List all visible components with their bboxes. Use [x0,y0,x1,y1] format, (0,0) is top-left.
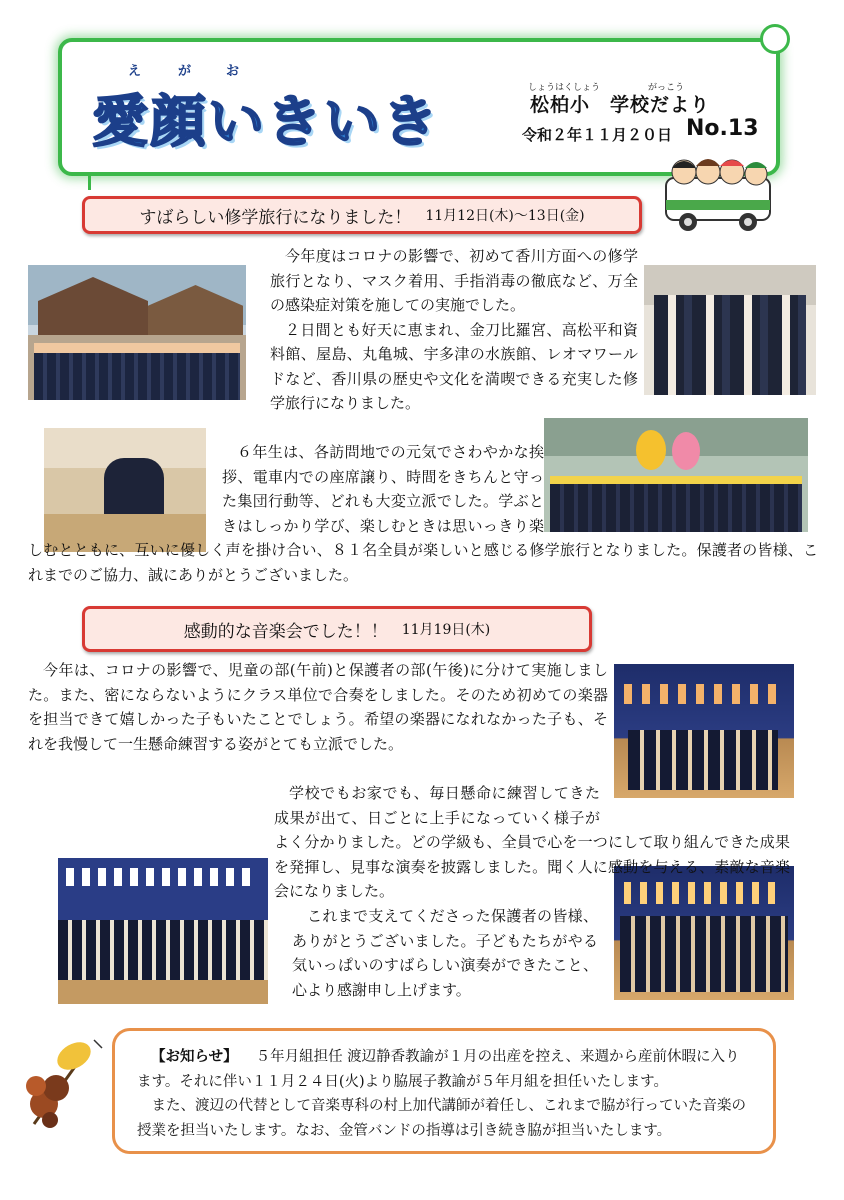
school-trip-text-top [270,244,638,416]
music-paragraph-2: 学校でもお家でも、毎日懸命に練習してきた成果が出て、日ごとに上手になっていく様子がよく分かりました。どの学級も、全員で心を一つにして取り組んできた成果を発揮し、見事な演奏を披露しました。聞く人に感動を与える、素敵な音楽会になりました。 [274,784,790,900]
school-name: 松柏小 学校だより [530,94,711,116]
photo-students-museum [644,265,816,395]
school-trip-paragraph-3: ６年生は、各訪問地での元気でさわやかな挨拶、電車内での座席譲り、時間をきちんと守った集団行動等、どれも大変立派でした。学ぶときはしっかり学び、楽しむときは思いっきり楽しむとともに、互いに優しく声を掛け合い、８１名全員が楽しいと感じる修学旅行となりました。保護者の皆様、これまでのご協力、誠にありがとうございました。 [28,443,818,584]
section-date: 11月19日(木) [401,622,491,638]
school-trip-paragraph-2: ２日間とも好天に恵まれ、金刀比羅宮、高松平和資料館、屋島、丸亀城、宇多津の水族館、レオマワールドなど、香川県の歴史や文化を満喫できる充実した修学旅行になりました。 [270,320,638,412]
title-ruby-ga: が [178,64,192,79]
section-title: 感動的な音楽会でした！！ [183,621,388,642]
school-trip-text-bottom [28,440,818,587]
music-paragraph-3: これまで支えてくださった保護者の皆様、ありがとうございました。子どもたちがやる気いっぱいのすばらしい演奏ができたこと、心より感謝申し上げます。 [292,907,598,999]
school-bus-illustration [662,148,774,236]
issue-date: 令和２年１１月２０日 [522,126,673,144]
school-ruby-1: しょうはくしょう [528,83,601,93]
scroll-curl-right [760,24,790,54]
notice-paragraph-2: また、渡辺の代替として音楽専科の村上加代講師が着任し、これまで脇が行っていた音楽の授業を担当いたします。なお、金管バンドの指導は引き続き脇が担当いたします。 [137,1098,746,1139]
section-heading-school-trip [82,196,642,234]
title-ruby-o: お [226,64,240,79]
autumn-leaves-illustration [14,1034,108,1130]
section-date: 11月12日(木)〜13日(金) [425,208,585,224]
music-text-top [28,658,608,756]
school-trip-paragraph-1: 今年度はコロナの影響で、初めて香川方面への修学旅行となり、マスク着用、手指消毒の徹底など、万全の感染症対策を施しての実施でした。 [270,247,638,314]
notice-paragraph-1: 【お知らせ】 ５年月組担任 渡辺静香教諭が１月の出産を控え、来週から産前休暇に入ります。それに伴い１１月２４日(火)より脇展子教諭が５年月組を担任いたします。 [137,1048,740,1090]
photo-temple-group [28,265,246,400]
photo-concert-stage-1 [614,664,794,798]
music-paragraph-1: 今年は、コロナの影響で、児童の部(午前)と保護者の部(午後)に分けて実施しました。また、密にならないようにクラス単位で合奏をしました。そのため初めての楽器を担当できて嬉しかった子もいたことでしょう。希望の楽器になれなかった子も、それを我慢して一生懸命練習する姿がとても立派でした。 [28,661,608,753]
notice-label: 【お知らせ】 [151,1048,238,1065]
issue-number: No.13 [686,116,759,141]
music-text-bottom [292,904,598,1002]
newsletter-title: 愛顔いきいき [92,90,440,155]
notice-box [112,1028,776,1154]
title-ruby-e: え [128,64,142,79]
school-ruby-2: がっこう [648,83,685,93]
section-title: すばらしい修学旅行になりました！ [139,207,412,228]
section-heading-music-concert [82,606,592,652]
